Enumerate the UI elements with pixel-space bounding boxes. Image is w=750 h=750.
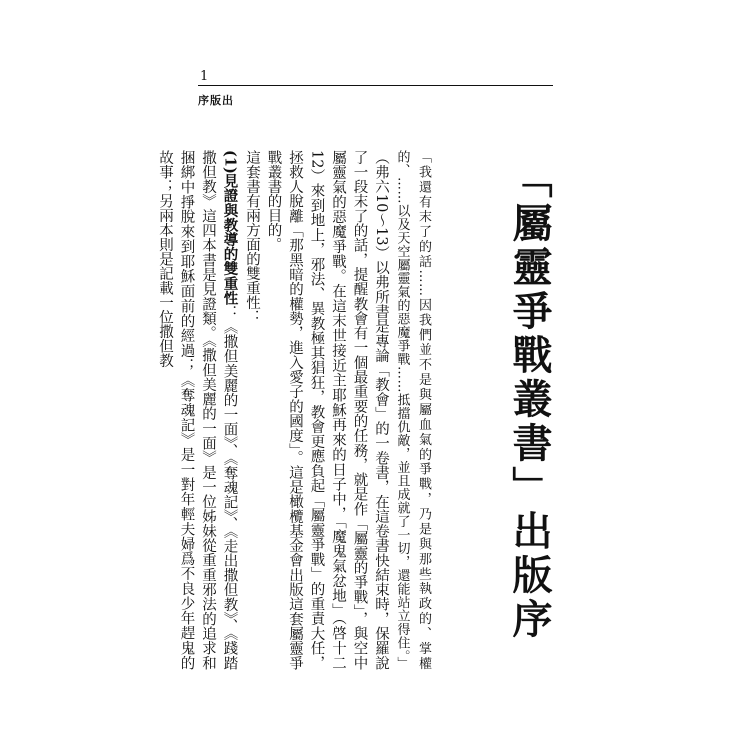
header-rule [198, 85, 553, 86]
paragraph-2: 這套書有兩方面的雙重性： [244, 150, 260, 324]
opening-quote: 「我還有末了的話……因我們並不是與屬血氣的爭戰，乃是與那些執政的、掌權的、……以及天空屬靈氣的惡魔爭戰……抵擋仇敵，並且成就了一切，還能站立得住。」 [394, 150, 431, 670]
paragraph-1: （弗六10～13）以弗所書是專論「教會」的一卷書，在這卷書快結束時，保羅說了一段末了的話，提醒教會有一個最重要的任務，就是作「屬靈的爭戰」，與空中屬靈氣的惡魔爭戰。在這末世接近主耶穌再來的日子中，「魔鬼氣忿地」（啓十二12）來到地上，邪法、異教極其猖狂，教會更應負起「屬靈爭戰」的重責大任，拯救人脫離「那黑暗的權勢，進入愛子的國度」。這是橄欖基金會出版這套屬靈爭戰叢書的目的。 [265, 150, 389, 670]
paragraph-3-text: ：《撒但美麗的一面》、《奪魂記》、《走出撒但教》、《踐踏撒但教》這四本書是見證類。《撒但美麗的一面》是一位姊妹從重重邪法的追求和捆綁中掙脫來到耶穌面前的經過；《奪魂記》是一對年輕夫婦爲不良少年趕鬼的故事；另兩本則是記載一位撒但教 [157, 150, 238, 670]
paragraph-3 [154, 150, 241, 670]
page-title: 「屬靈爭戰叢書」出版序 [506, 158, 553, 642]
body-text [157, 150, 434, 670]
page-number: 1 [200, 69, 209, 84]
running-head: 序版出 [198, 94, 234, 107]
paragraph-3-heading: (1)見證與教導的雙重性 [221, 150, 239, 306]
